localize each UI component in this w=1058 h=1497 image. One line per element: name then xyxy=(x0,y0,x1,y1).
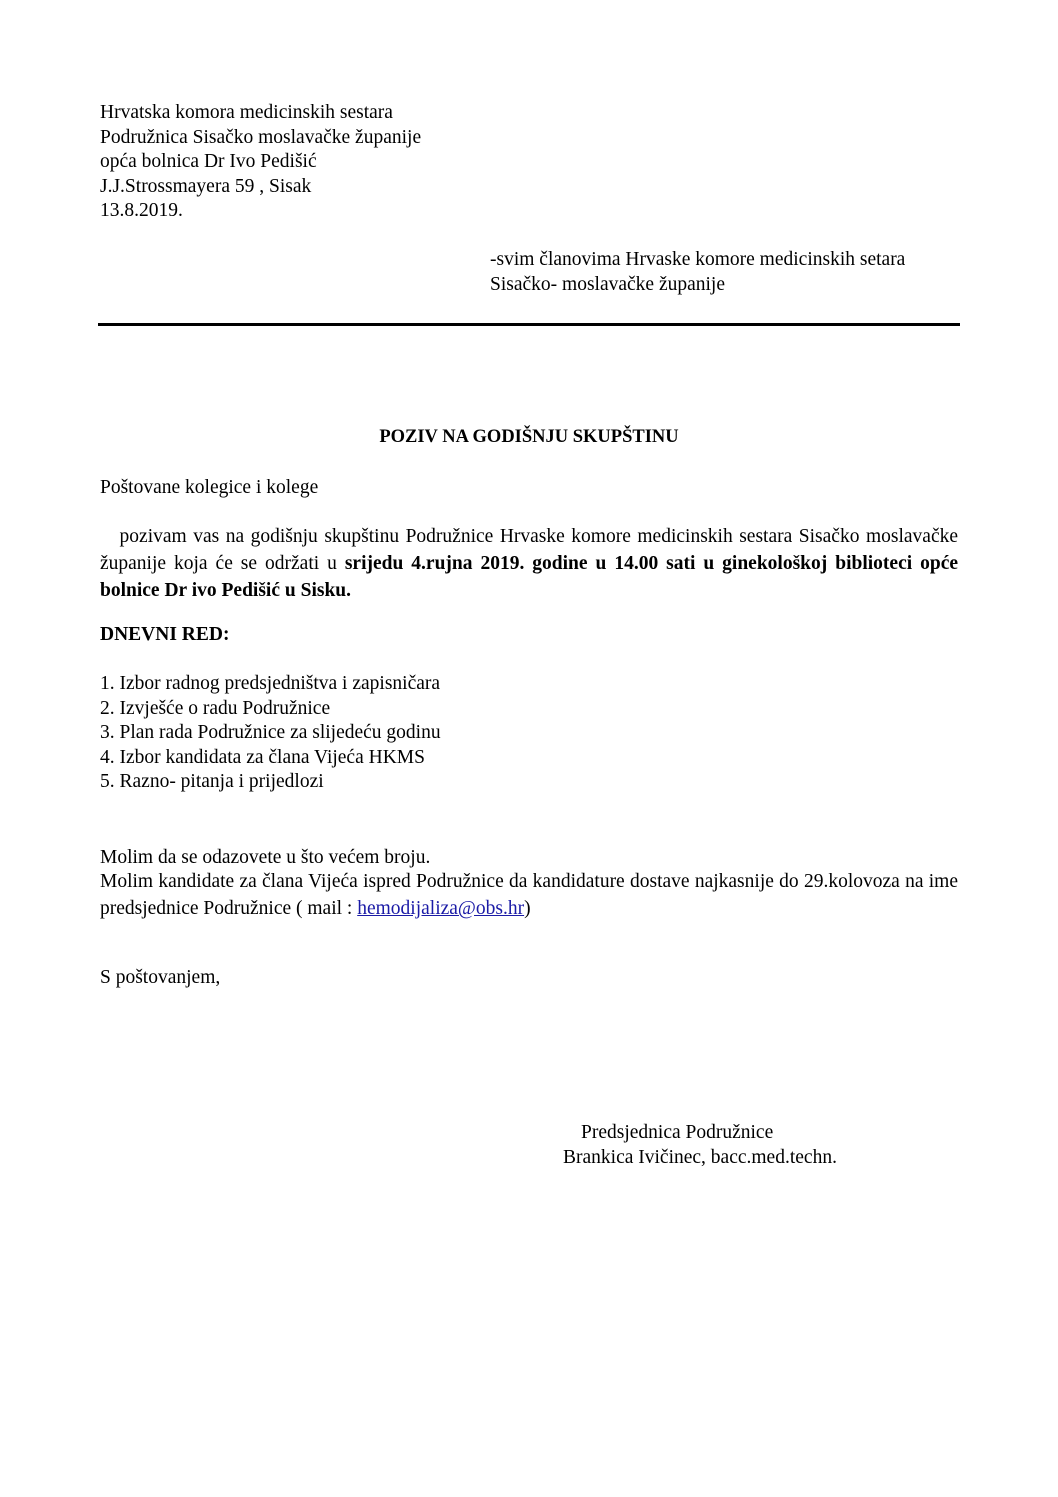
agenda-item: 4. Izbor kandidata za člana Vijeća HKMS xyxy=(100,746,425,768)
agenda-list xyxy=(100,672,441,795)
sender-address xyxy=(100,101,421,224)
agenda-item: 3. Plan rada Podružnice za slijedeću godinu xyxy=(100,722,441,743)
candidates-text-end: ) xyxy=(524,898,531,919)
sender-line: Podružnica Sisačko moslavačke županije xyxy=(100,126,422,148)
email-link[interactable]: hemodijaliza@obs.hr xyxy=(357,898,525,919)
greeting: Poštovane kolegice i kolege xyxy=(100,477,319,498)
sender-line: J.J.Strossmayera 59 , Sisak xyxy=(100,175,312,197)
invitation-details: srijedu 4.rujna 2019. godine u 14.00 sati u ginekološkoj biblioteci opće bolnice Dr ivo Pedišić u Sisku. xyxy=(100,553,959,601)
recipient-line: -svim članovima Hrvaske komore medicinskih setara xyxy=(490,249,906,270)
invitation-text: pozivam vas na godišnju skupštinu Podružnice Hrvaske komore medicinskih sestara Sisačko moslavačke županije koja će se održati u xyxy=(100,526,959,574)
sender-line: opća bolnica Dr Ivo Pedišić xyxy=(100,151,317,172)
attendance-request: Molim da se odazovete u što većem broju. xyxy=(100,847,431,868)
invitation-paragraph xyxy=(100,523,958,604)
candidates-paragraph xyxy=(100,868,958,922)
sender-line: Hrvatska komora medicinskih sestara xyxy=(100,102,393,123)
signature-role: Predsjednica Podružnice xyxy=(581,1122,774,1143)
agenda-heading: DNEVNI RED: xyxy=(100,624,230,645)
agenda-item: 5. Razno- pitanja i prijedlozi xyxy=(100,771,324,792)
agenda-item: 1. Izbor radnog predsjedništva i zapisničara xyxy=(100,673,441,694)
candidates-text: Molim kandidate za člana Vijeća ispred Podružnice da kandidature dostave najkasnije do 29.kolovoza na ime predsjednice Podružnice ( mail : xyxy=(100,871,958,919)
recipient-address xyxy=(490,248,905,297)
recipient-line: Sisačko- moslavačke županije xyxy=(490,273,725,295)
document-title: POZIV NA GODIŠNJU SKUPŠTINU xyxy=(379,427,679,447)
header-divider xyxy=(98,323,960,326)
regards: S poštovanjem, xyxy=(100,967,221,988)
letter-date: 13.8.2019. xyxy=(100,200,183,221)
signature-name: Brankica Ivičinec, bacc.med.techn. xyxy=(563,1147,837,1168)
agenda-item: 2. Izvješće o radu Podružnice xyxy=(100,697,331,719)
